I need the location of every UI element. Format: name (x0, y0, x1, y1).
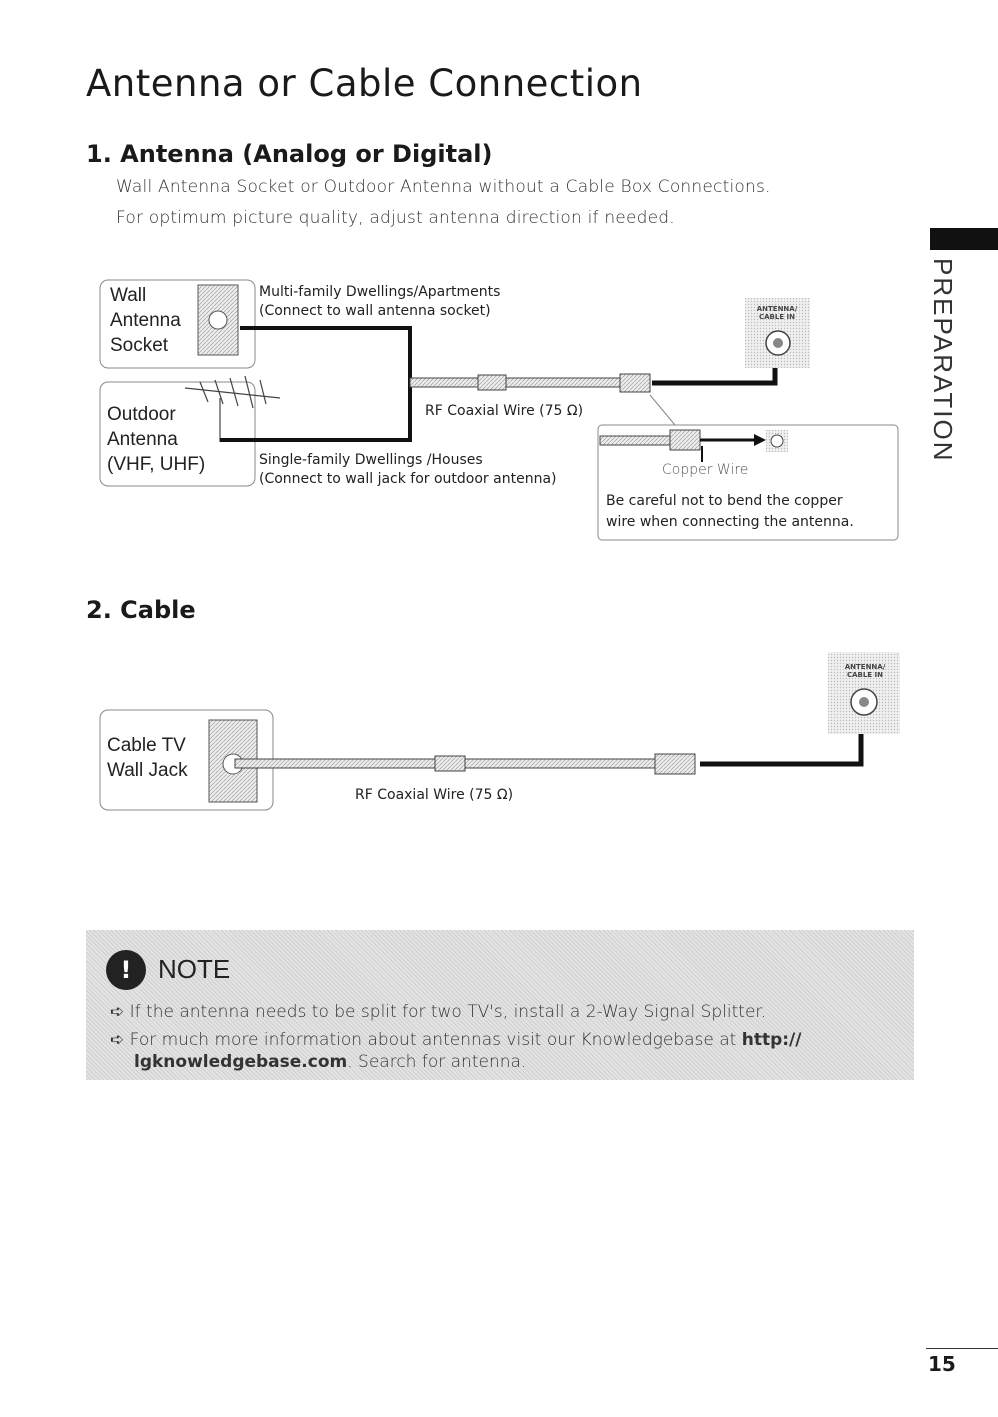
side-tab-marker (930, 228, 998, 250)
multi-family-note: (Connect to wall antenna socket) (259, 303, 491, 319)
note-exclamation-icon: ! (106, 950, 146, 990)
note-item-1-text: If the antenna needs to be split for two TV's, install a 2-Way Signal Splitter. (129, 1002, 767, 1022)
connection-arrow-2 (700, 730, 861, 764)
f-connector-icon (620, 374, 650, 392)
wall-label-line3: Socket (110, 335, 169, 356)
side-tab-label: PREPARATION (928, 258, 958, 463)
knowledgebase-link-part1[interactable]: http:// (741, 1030, 802, 1050)
caution-line1: Be careful not to bend the copper (606, 493, 843, 509)
section-2-title: 2. Cable (86, 596, 196, 624)
single-family-label: Single-family Dwellings /Houses (259, 452, 483, 468)
note-heading: NOTE (158, 954, 231, 984)
f-connector-icon-2 (655, 754, 695, 774)
copper-wire-label: Copper Wire (662, 462, 749, 478)
wall-label-line1: Wall (110, 285, 147, 306)
outdoor-label-line2: Antenna (107, 429, 178, 450)
section-1-desc-line1: Wall Antenna Socket or Outdoor Antenna without a Cable Box Connections. (116, 177, 771, 197)
caution-line2: wire when connecting the antenna. (606, 514, 854, 530)
port-label-2: ANTENNA/ CABLE IN (844, 663, 886, 679)
note-box (86, 930, 914, 1080)
outdoor-label-line3: (VHF, UHF) (107, 454, 206, 475)
multi-family-label: Multi-family Dwellings/Apartments (259, 284, 501, 300)
knowledgebase-link-part2[interactable]: lgknowledgebase.com (134, 1052, 348, 1072)
wall-label-line2: Antenna (110, 310, 181, 331)
note-item-1 (110, 1002, 766, 1022)
wall-socket-icon (198, 285, 238, 355)
page-number-rule (926, 1348, 998, 1349)
arrow-icon: ➪ (110, 1002, 125, 1022)
section-1-desc-line2: For optimum picture quality, adjust antenna direction if needed. (116, 208, 675, 228)
arrow-icon: ➪ (110, 1030, 125, 1050)
note-item-2-text: For much more information about antennas visit our Knowledgebase at (129, 1030, 742, 1050)
wall-socket-cable (240, 328, 410, 382)
cable-jack-label-line2: Wall Jack (107, 760, 188, 781)
rf-coaxial-wire (410, 378, 620, 387)
note-item-2 (110, 1030, 801, 1050)
note-item-2-cont (134, 1052, 526, 1072)
port-label-1: ANTENNA/ CABLE IN (756, 305, 798, 321)
page-title: Antenna or Cable Connection (86, 62, 643, 105)
section-1-title: 1. Antenna (Analog or Digital) (86, 140, 493, 168)
ferrite-core (478, 375, 506, 390)
single-family-note: (Connect to wall jack for outdoor antenna) (259, 471, 557, 487)
rf-wire-label-2: RF Coaxial Wire (75 Ω) (355, 787, 514, 803)
note-item-2-suffix: . Search for antenna. (347, 1052, 527, 1072)
outdoor-label-line1: Outdoor (107, 404, 176, 425)
callout-pointer (650, 395, 675, 425)
page-number: 15 (928, 1352, 956, 1376)
cable-jack-label-line1: Cable TV (107, 735, 186, 756)
rf-wire-label-1: RF Coaxial Wire (75 Ω) (425, 403, 584, 419)
outdoor-antenna-icon (185, 376, 280, 442)
